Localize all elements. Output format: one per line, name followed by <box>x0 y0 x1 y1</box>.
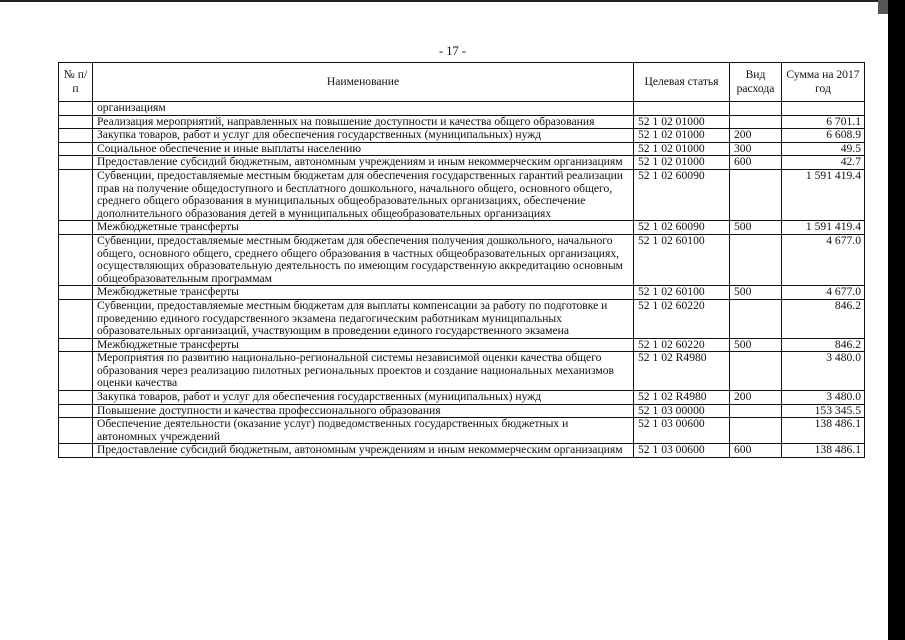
header-num: № п/п <box>59 63 93 102</box>
table-row <box>59 102 865 116</box>
scan-corner-shadow <box>878 0 888 14</box>
row-code: 52 1 02 01000 <box>634 142 730 156</box>
row-name: Закупка товаров, работ и услуг для обеспечения государственных (муниципальных) нужд <box>93 129 634 143</box>
table-row <box>59 418 865 444</box>
row-name: Субвенции, предоставляемые местным бюджетам для обеспечения государственных гарантий реализации прав на получение общедоступного и бесплатного дошкольного, начального общего, основного общего, среднего общего образования в муниципальных общеобразовательных организациях, обеспечение дополнительного образования детей в муниципальных общеобразовательных организациях <box>93 169 634 220</box>
row-type <box>730 299 782 338</box>
table-row <box>59 129 865 143</box>
row-code: 52 1 02 60220 <box>634 299 730 338</box>
row-type: 200 <box>730 391 782 405</box>
row-type <box>730 418 782 444</box>
row-code: 52 1 02 60090 <box>634 221 730 235</box>
row-type <box>730 352 782 391</box>
row-num <box>59 115 93 129</box>
row-name: Закупка товаров, работ и услуг для обеспечения государственных (муниципальных) нужд <box>93 391 634 405</box>
row-type <box>730 234 782 285</box>
row-code: 52 1 02 01000 <box>634 156 730 170</box>
row-name: Мероприятия по развитию национально-региональной системы независимой оценки качества общего образования через реализацию пилотных региональных проектов и создание национальных механизмов оценки качества <box>93 352 634 391</box>
row-type <box>730 115 782 129</box>
row-num <box>59 444 93 458</box>
row-sum: 846.2 <box>782 338 865 352</box>
row-type: 300 <box>730 142 782 156</box>
row-name: организациям <box>93 102 634 116</box>
row-sum: 49.5 <box>782 142 865 156</box>
row-code: 52 1 02 R4980 <box>634 352 730 391</box>
row-type <box>730 102 782 116</box>
table-row <box>59 286 865 300</box>
row-sum: 3 480.0 <box>782 352 865 391</box>
row-sum: 6 608.9 <box>782 129 865 143</box>
row-sum: 138 486.1 <box>782 418 865 444</box>
table-row <box>59 221 865 235</box>
row-code: 52 1 02 60220 <box>634 338 730 352</box>
table-row <box>59 404 865 418</box>
row-type: 500 <box>730 338 782 352</box>
row-code: 52 1 02 01000 <box>634 129 730 143</box>
row-sum: 153 345.5 <box>782 404 865 418</box>
header-sum: Сумма на 2017 год <box>782 63 865 102</box>
row-sum: 1 591 419.4 <box>782 221 865 235</box>
row-type: 600 <box>730 444 782 458</box>
row-num <box>59 142 93 156</box>
row-sum: 138 486.1 <box>782 444 865 458</box>
row-code: 52 1 03 00000 <box>634 404 730 418</box>
row-num <box>59 338 93 352</box>
header-code: Целевая статья <box>634 63 730 102</box>
row-num <box>59 391 93 405</box>
row-sum: 1 591 419.4 <box>782 169 865 220</box>
page-number: - 17 - <box>438 44 467 58</box>
row-type: 500 <box>730 286 782 300</box>
row-name: Межбюджетные трансферты <box>93 338 634 352</box>
table-row <box>59 169 865 220</box>
row-name: Субвенции, предоставляемые местным бюджетам для обеспечения получения дошкольного, начального общего, основного общего, среднего общего образования в частных общеобразовательных организациях, осуществляющих образовательную деятельность по имеющим государственную аккредитацию основным общеобразовательным программам <box>93 234 634 285</box>
row-num <box>59 156 93 170</box>
row-sum: 3 480.0 <box>782 391 865 405</box>
row-num <box>59 299 93 338</box>
scan-right-edge <box>888 0 905 640</box>
row-sum: 4 677.0 <box>782 286 865 300</box>
row-name: Повышение доступности и качества профессионального образования <box>93 404 634 418</box>
row-code: 52 1 02 60100 <box>634 286 730 300</box>
row-type <box>730 169 782 220</box>
row-code: 52 1 03 00600 <box>634 418 730 444</box>
row-type: 500 <box>730 221 782 235</box>
row-num <box>59 102 93 116</box>
row-type: 200 <box>730 129 782 143</box>
table-row <box>59 115 865 129</box>
row-num <box>59 221 93 235</box>
row-name: Обеспечение деятельности (оказание услуг) подведомственных государственных бюджетных и автономных учреждений <box>93 418 634 444</box>
row-name: Социальное обеспечение и иные выплаты населению <box>93 142 634 156</box>
row-code <box>634 102 730 116</box>
row-num <box>59 169 93 220</box>
row-code: 52 1 03 00600 <box>634 444 730 458</box>
row-num <box>59 352 93 391</box>
row-name: Межбюджетные трансферты <box>93 221 634 235</box>
table-row <box>59 391 865 405</box>
row-name: Субвенции, предоставляемые местным бюджетам для выплаты компенсации за работу по подготовке и проведению единого государственного экзамена педагогическим работникам муниципальных образовательных организаций, участвующим в проведении единого государственного экзамена <box>93 299 634 338</box>
row-sum: 4 677.0 <box>782 234 865 285</box>
row-num <box>59 129 93 143</box>
scan-top-edge <box>0 0 905 2</box>
row-code: 52 1 02 60090 <box>634 169 730 220</box>
header-name: Наименование <box>93 63 634 102</box>
table-row <box>59 338 865 352</box>
table-row <box>59 352 865 391</box>
row-code: 52 1 02 60100 <box>634 234 730 285</box>
row-num <box>59 418 93 444</box>
row-name: Предоставление субсидий бюджетным, автономным учреждениям и иным некоммерческим организациям <box>93 156 634 170</box>
row-num <box>59 404 93 418</box>
table-row <box>59 156 865 170</box>
row-sum: 42.7 <box>782 156 865 170</box>
row-type: 600 <box>730 156 782 170</box>
row-num <box>59 234 93 285</box>
table-header-row <box>59 63 865 102</box>
row-name: Реализация мероприятий, направленных на повышение доступности и качества общего образования <box>93 115 634 129</box>
table-row <box>59 444 865 458</box>
row-code: 52 1 02 01000 <box>634 115 730 129</box>
row-code: 52 1 02 R4980 <box>634 391 730 405</box>
header-type: Вид расхода <box>730 63 782 102</box>
budget-table <box>58 62 865 458</box>
row-num <box>59 286 93 300</box>
table-row <box>59 234 865 285</box>
table-row <box>59 299 865 338</box>
row-sum: 6 701.1 <box>782 115 865 129</box>
row-type <box>730 404 782 418</box>
row-sum <box>782 102 865 116</box>
row-name: Межбюджетные трансферты <box>93 286 634 300</box>
table-row <box>59 142 865 156</box>
row-sum: 846.2 <box>782 299 865 338</box>
row-name: Предоставление субсидий бюджетным, автономным учреждениям и иным некоммерческим организациям <box>93 444 634 458</box>
